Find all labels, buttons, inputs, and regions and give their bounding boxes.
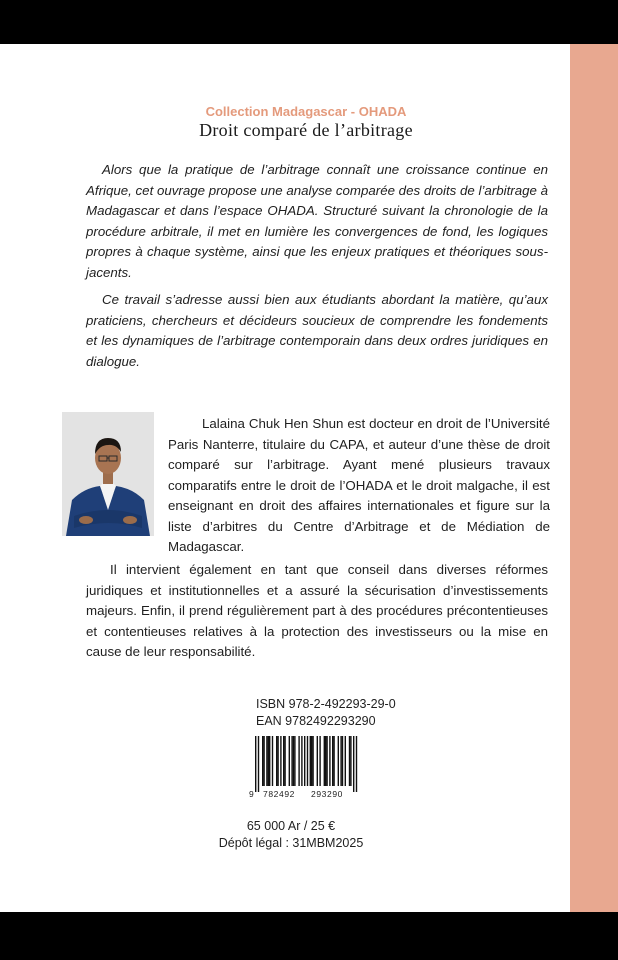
barcode-bar: [269, 736, 270, 786]
cover-spine: [570, 44, 618, 912]
barcode-bar: [345, 736, 346, 786]
isbn-block: [256, 696, 396, 730]
barcode-bar: [333, 736, 334, 786]
barcode-bar: [293, 736, 294, 786]
barcode-bar: [258, 736, 259, 792]
barcode-bar: [263, 736, 264, 786]
barcode-bar: [294, 736, 295, 786]
barcode-bar: [255, 736, 256, 792]
price: 65 000 Ar / 25 €: [246, 819, 336, 833]
barcode-bar: [266, 736, 267, 786]
collection-name: Collection Madagascar - OHADA: [205, 104, 407, 119]
barcode-bar: [349, 736, 350, 786]
barcode-bar: [298, 736, 299, 786]
isbn-number: ISBN 978-2-492293-29-0: [256, 697, 396, 711]
barcode-bar: [319, 736, 320, 786]
barcode-bar: [301, 736, 302, 786]
barcode-bar: [325, 736, 326, 786]
book-title: Droit comparé de l’arbitrage: [199, 120, 413, 140]
barcode-bar: [311, 736, 312, 786]
barcode: [246, 734, 360, 800]
barcode-bar: [280, 736, 281, 786]
barcode-bar: [353, 736, 354, 792]
summary-paragraph: Alors que la pratique de l’arbitrage connaît une croissance continue en Afrique, cet ouvrage propose une analyse comparée des droits de l’arbitrage à Madagascar et dans l’espace OHADA. Structuré suivant la chronologie de la procédure arbitrale, il met en lumière les convergences de fond, les logiques propres à chaque système, ainsi que les enjeux pratiques et théoriques sous-jacents.: [86, 162, 548, 280]
barcode-bar: [276, 736, 277, 786]
barcode-bar: [262, 736, 263, 786]
barcode-bar: [340, 736, 341, 786]
author-bio-continued: Il intervient également en tant que conseil dans diverses réformes juridiques et institutionnelles et a assuré la sécurisation d’investissements majeurs. Enfin, il prend régulièrement part à des procédures précontentieuses et contentieuses relatives à la protection des investisseurs ou la mise en cause de leur responsabilité.: [86, 562, 548, 659]
barcode-bar: [283, 736, 284, 786]
barcode-right-digits: 293290: [311, 789, 343, 799]
price-block: [56, 818, 526, 852]
legal-deposit: Dépôt légal : 31MBM2025: [218, 836, 364, 850]
barcode-first-digit: 9: [249, 789, 254, 799]
barcode-bar: [289, 736, 290, 786]
barcode-bar: [326, 736, 327, 786]
barcode-bar: [268, 736, 269, 786]
barcode-bar: [338, 736, 339, 786]
author-bio: Lalaina Chuk Hen Shun est docteur en droit de l’Université Paris Nanterre, titulaire du CAPA, et auteur d’une thèse de droit comparé sur l’arbitrage. Ayant mené plusieurs travaux comparatifs entre le droit de l’OHADA et le droit malgache, il est enseignant en droit des affaires internationales et figure sur la liste d’arbitres du Centre d’Arbitrage et de Médiation de Madagascar.: [168, 416, 550, 554]
barcode-bar: [291, 736, 292, 786]
barcode-bar: [329, 736, 330, 786]
barcode-bar: [356, 736, 357, 792]
author-photo: [62, 412, 154, 536]
barcode-bar: [307, 736, 308, 786]
barcode-image: [246, 734, 360, 800]
barcode-bar: [342, 736, 343, 786]
back-cover: [0, 44, 618, 912]
barcode-bar: [310, 736, 311, 786]
barcode-bar: [350, 736, 351, 786]
author-portrait-image: [62, 412, 154, 536]
barcode-bar: [272, 736, 273, 786]
barcode-bar: [312, 736, 313, 786]
barcode-bar: [277, 736, 278, 786]
barcode-left-digits: 782492: [263, 789, 295, 799]
book-summary: [86, 160, 548, 379]
barcode-bar: [324, 736, 325, 786]
barcode-bar: [284, 736, 285, 786]
barcode-bar: [304, 736, 305, 786]
summary-paragraph: Ce travail s’adresse aussi bien aux étudiants abordant la matière, qu’aux praticiens, chercheurs et décideurs soucieux de comprendre les fondements et les dynamiques de l’arbitrage contemporain dans deux ordres juridiques en dialogue.: [86, 292, 548, 369]
barcode-bar: [332, 736, 333, 786]
barcode-bar: [317, 736, 318, 786]
ean-number: EAN 9782492293290: [256, 714, 376, 728]
